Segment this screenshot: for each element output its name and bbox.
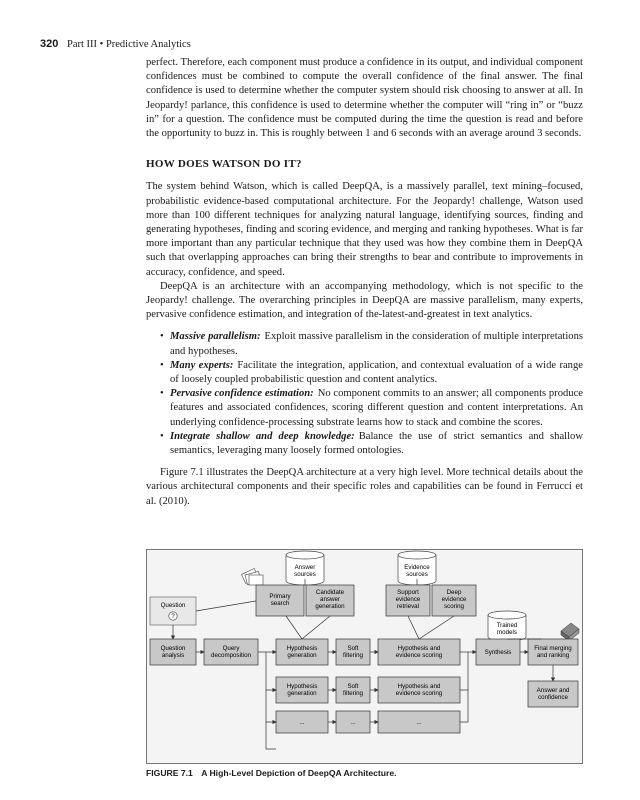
hypothesis-evidence-scoring-label-1: Hypothesis and evidence scoring bbox=[395, 645, 443, 659]
body-text bbox=[146, 56, 583, 509]
question-label: Question bbox=[160, 602, 186, 609]
bullet-term: Pervasive confidence estimation: bbox=[170, 388, 314, 400]
figure-caption bbox=[146, 768, 397, 778]
list-item bbox=[160, 330, 583, 358]
bullet-text: No component commits to an answer; all components produce features and associated confidences, scoring different question and content interpretations. An underlying confidence-processing substrate learns how to stack and combine the scores. bbox=[170, 388, 583, 428]
paragraph-1: The system behind Watson, which is called DeepQA, is a massively parallel, text mining–focused, probabilistic evidence-based computational architecture. For the Jeopardy! challenge, Watson used more than 100 different techniques for analyzing natural language, identifying sources, finding and generating hypotheses, finding and scoring evidence, and merging and ranking hypotheses. What is far more important than any particular technique that they used was how they combine them in DeepQA such that overlapping approaches can bring their strengths to bear and contribute to improvements in accuracy, confidence, and speed. bbox=[146, 181, 583, 278]
page-header bbox=[40, 38, 191, 50]
paragraph-3: Figure 7.1 illustrates the DeepQA architecture at a very high level. More technical details about the various architectural components and their specific roles and capabilities can be found in Ferrucci et al. (2010). bbox=[146, 467, 583, 507]
hypothesis-evidence-scoring-label-2: Hypothesis and evidence scoring bbox=[395, 683, 443, 697]
page-number: 320 bbox=[40, 38, 59, 50]
bullet-text: Facilitate the integration, application, and contextual evaluation of a wide range of loosely coupled probabilistic question and content analytics. bbox=[170, 359, 583, 386]
question-mark-glyph: ? bbox=[171, 614, 175, 621]
hypothesis-generation-label-1: Hypothesis generation bbox=[286, 645, 318, 659]
list-item bbox=[160, 359, 583, 387]
candidate-answer-generation-label: Candidate answer generation bbox=[315, 589, 345, 610]
section-heading: HOW DOES WATSON DO IT? bbox=[146, 158, 302, 171]
question-analysis-label: Question analysis bbox=[160, 645, 186, 659]
synthesis-label: Synthesis bbox=[484, 649, 512, 656]
final-merging-label: Final merging and ranking bbox=[534, 645, 572, 659]
principles-list bbox=[146, 330, 583, 458]
soft-filtering-label-2: Soft filtering bbox=[343, 683, 363, 697]
architecture-diagram bbox=[146, 549, 583, 764]
list-item bbox=[160, 430, 583, 458]
list-item bbox=[160, 387, 583, 430]
soft-filtering-label-1: Soft filtering bbox=[343, 645, 363, 659]
evidence-sources-label: Evidence sources bbox=[404, 564, 430, 578]
bullet-term: Many experts: bbox=[170, 359, 234, 371]
bullet-term: Massive parallelism: bbox=[170, 331, 261, 343]
hypothesis-generation-label-2: Hypothesis generation bbox=[286, 683, 318, 697]
primary-search-label: Primary search bbox=[269, 593, 291, 607]
figure-caption-label: FIGURE 7.1 bbox=[146, 768, 193, 778]
answer-confidence-label: Answer and confidence bbox=[536, 687, 570, 701]
figure-caption-text: A High-Level Depiction of DeepQA Architecture. bbox=[201, 768, 397, 778]
query-decomposition-label: Query decomposition bbox=[211, 645, 251, 659]
trained-models-label: Trained models bbox=[496, 622, 518, 636]
bullet-text: Balance the use of strict semantics and shallow semantics, leveraging many loosely formed ontologies. bbox=[170, 430, 583, 457]
ellipsis-label-1: ... bbox=[299, 719, 305, 726]
support-evidence-retrieval-label: Support evidence retrieval bbox=[395, 589, 421, 610]
ellipsis-label-3: ... bbox=[416, 719, 422, 726]
deep-evidence-scoring-label: Deep evidence scoring bbox=[441, 589, 467, 610]
ellipsis-label-2: ... bbox=[350, 719, 356, 726]
paragraph-2: DeepQA is an architecture with an accompanying methodology, which is not specific to the Jeopardy! challenge. The overarching principles in DeepQA are massive parallelism, many experts, pervasive confidence estimation, and integration of the-latest-and-greatest in text analytics. bbox=[146, 280, 583, 321]
deepqa-architecture-figure bbox=[146, 549, 583, 791]
answer-sources-label: Answer sources bbox=[294, 564, 316, 578]
bullet-term: Integrate shallow and deep knowledge: bbox=[170, 430, 355, 442]
bullet-text: Exploit massive parallelism in the consideration of multiple interpretations and hypotheses. bbox=[170, 331, 583, 357]
running-title: Part III • Predictive Analytics bbox=[66, 39, 191, 50]
trained-models-db-icon bbox=[488, 611, 526, 641]
intro-paragraph: perfect. Therefore, each component must produce a confidence in its output, and individual component confidences must be combined to compute the overall confidence of the final answer. The final confidence is used to determine whether the computer system should risk choosing to answer at all. In Jeopardy! parlance, this confidence is used to determine whether the computer will “ring in” or “buzz in” for a question. The confidence must be computed during the time the question is read and before the opportunity to buzz in. This is roughly between 1 and 6 seconds with an average around 3 seconds. bbox=[146, 57, 583, 140]
